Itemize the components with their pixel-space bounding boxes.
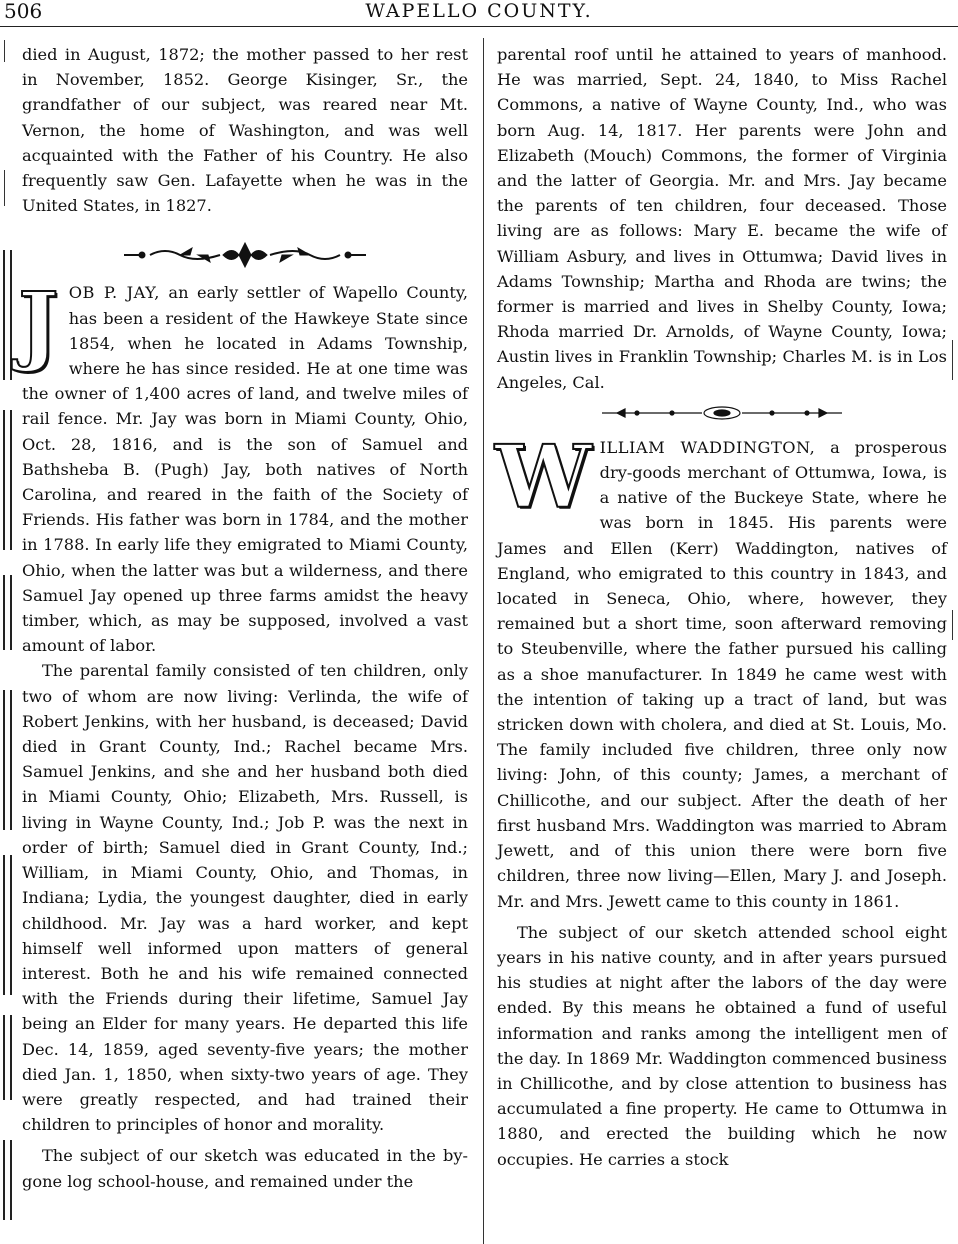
margin-bracket bbox=[3, 1140, 12, 1220]
waddington-intro-paragraph bbox=[495, 426, 947, 914]
jay-intro-paragraph bbox=[18, 274, 468, 658]
dropcap-j: J bbox=[18, 274, 59, 376]
kisinger-paragraph: died in August, 1872; the mother passed to her rest in November, 1852. George Kisinger, Sr., the grandfather of our subject, was reared near Mt. Vernon, the home of Washington, and was well acquainted with the Father of his Country. He also frequently saw Gen. Lafayette when he was in the United States, in 1827. bbox=[22, 45, 468, 216]
subject-name-jay: OB P. JAY, bbox=[68, 283, 160, 303]
margin-tick bbox=[952, 610, 953, 640]
page-header bbox=[0, 0, 958, 24]
margin-tick bbox=[4, 170, 5, 206]
running-head: WAPELLO COUNTY. bbox=[365, 0, 593, 22]
jay-intro-text: an early settler of Wapello County, has been a resident of the Hawkeye State since 1854, when he located in Adams Township, where he has since resided. He at one time was the owner of 1,400 acres of land, and twelve miles of rail fence. Mr. Jay was born in Miami County, Ohio, Oct. 28, 1816, and is the son of Samuel and Bathsheba B. (Pugh) Jay, both natives of North Carolina, and reared in the faith of the Society of Friends. His father was born in 1784, and the mother in 1788. In early life they emigrated to Miami County, Ohio, when the latter was but a wilderness, and there Samuel Jay opened up three farms amidst the heavy timber, which, as may be supposed, involved a vast amount of labor. bbox=[22, 283, 468, 656]
subject-name-waddington: ILLIAM WADDINGTON, bbox=[599, 437, 816, 457]
waddington-intro-text: a prosperous dry-goods merchant of Ottumwa, Iowa, is a native of the Buckeye State, where he was born in 1845. His parents were James and Ellen (Kerr) Waddington, natives of England, who emigrated to this country in 1843, and located in Seneca, Ohio, where, however, they remained but a short time, soon afterward removing to Steubenville, where the father pursued his calling as a shoe manufacturer. In 1849 he came west with the intention of taking up a tract of land, but was stricken down with cholera, and died at St. Louis, Mo. The family included five children, three only now living: John, of this county; James, a merchant of Chillicothe, and our subject. After the death of her first husband Mrs. Waddington was married to Abram Jewett, and of this union there were born five children, three now living—Ellen, Mary J. and Joseph. Mr. and Mrs. Jewett came to this county in 1861. bbox=[497, 437, 947, 911]
margin-tick bbox=[4, 40, 5, 62]
margin-bracket bbox=[3, 690, 12, 830]
margin-bracket bbox=[3, 575, 12, 650]
header-rule bbox=[0, 26, 958, 27]
jay-family-paragraph: The parental family consisted of ten children, only two of whom are now living: Verlinda, the wife of Robert Jenkins, with her husband, is deceased; David died in Grant County, Ind.; Rachel became Mrs. Samuel Jenkins, and she and her husband both died in Miami County, Ohio; Elizabeth, Mrs. Russell, is living in Wayne County, Ind.; Job P. was the next in order of birth; Samuel died in Grant County, Ind.; William, in Miami County, Ohio, and Thomas, in Indiana; Lydia, the youngest daughter, died in early childhood. Mr. Jay was a hard worker, and kept himself well informed upon matters of general interest. Both he and his wife remained connected with the Friends during their lifetime, Samuel Jay being an Elder for many years. He departed this life Dec. 14, 1859, aged seventy-five years; the mother died Jan. 1, 1850, when sixty-two years of age. They were greatly respected, and had trained their children to principles of honor and morality. bbox=[22, 661, 468, 1135]
waddington-education-paragraph: The subject of our sketch attended school eight years in his native county, and in after years pursued his studies at night after the labors of the day were ended. By this means he obtained a fund of useful information and ranks among the intelligent men of the day. In 1869 Mr. Waddington commenced business in Chillicothe, and by close attention to business has accumulated a fine property. He came to Ottumwa in 1880, and erected the building which he now occupies. He carries a stock bbox=[497, 922, 947, 1169]
margin-tick bbox=[952, 340, 953, 380]
margin-bracket bbox=[3, 1015, 12, 1100]
jay-education-paragraph: The subject of our sketch was educated in the by-gone log school-house, and remained under the bbox=[22, 1146, 468, 1191]
dropcap-w: W bbox=[495, 426, 592, 528]
small-ornament-divider-icon bbox=[597, 405, 847, 421]
jay-marriage-paragraph: parental roof until he attained to years of manhood. He was married, Sept. 24, 1840, to Miss Rachel Commons, a native of Wayne County, Ind., who was born Aug. 14, 1817. Her parents were John and Elizabeth (Mouch) Commons, the former of Virginia and the latter of Georgia. Mr. and Mrs. Jay became the parents of ten children, four deceased. Those living are as follows: Mary E. became the wife of William Asbury, and lives in Ottumwa; David lives in Adams Township; Martha and Rhoda are twins; the former is married and lives in Shelby County, Iowa; Rhoda married Dr. Arnolds, of Wayne County, Iowa; Austin lives in Franklin Township; Charles M. is in Los Angeles, Cal. bbox=[497, 45, 947, 392]
margin-bracket bbox=[3, 855, 12, 995]
margin-bracket bbox=[3, 250, 12, 380]
ornament-divider-icon bbox=[120, 240, 370, 270]
margin-bracket bbox=[3, 410, 12, 550]
column-divider bbox=[483, 38, 484, 1244]
left-column bbox=[18, 42, 468, 1194]
right-column bbox=[497, 42, 947, 1172]
page-number: 506 bbox=[4, 0, 43, 23]
